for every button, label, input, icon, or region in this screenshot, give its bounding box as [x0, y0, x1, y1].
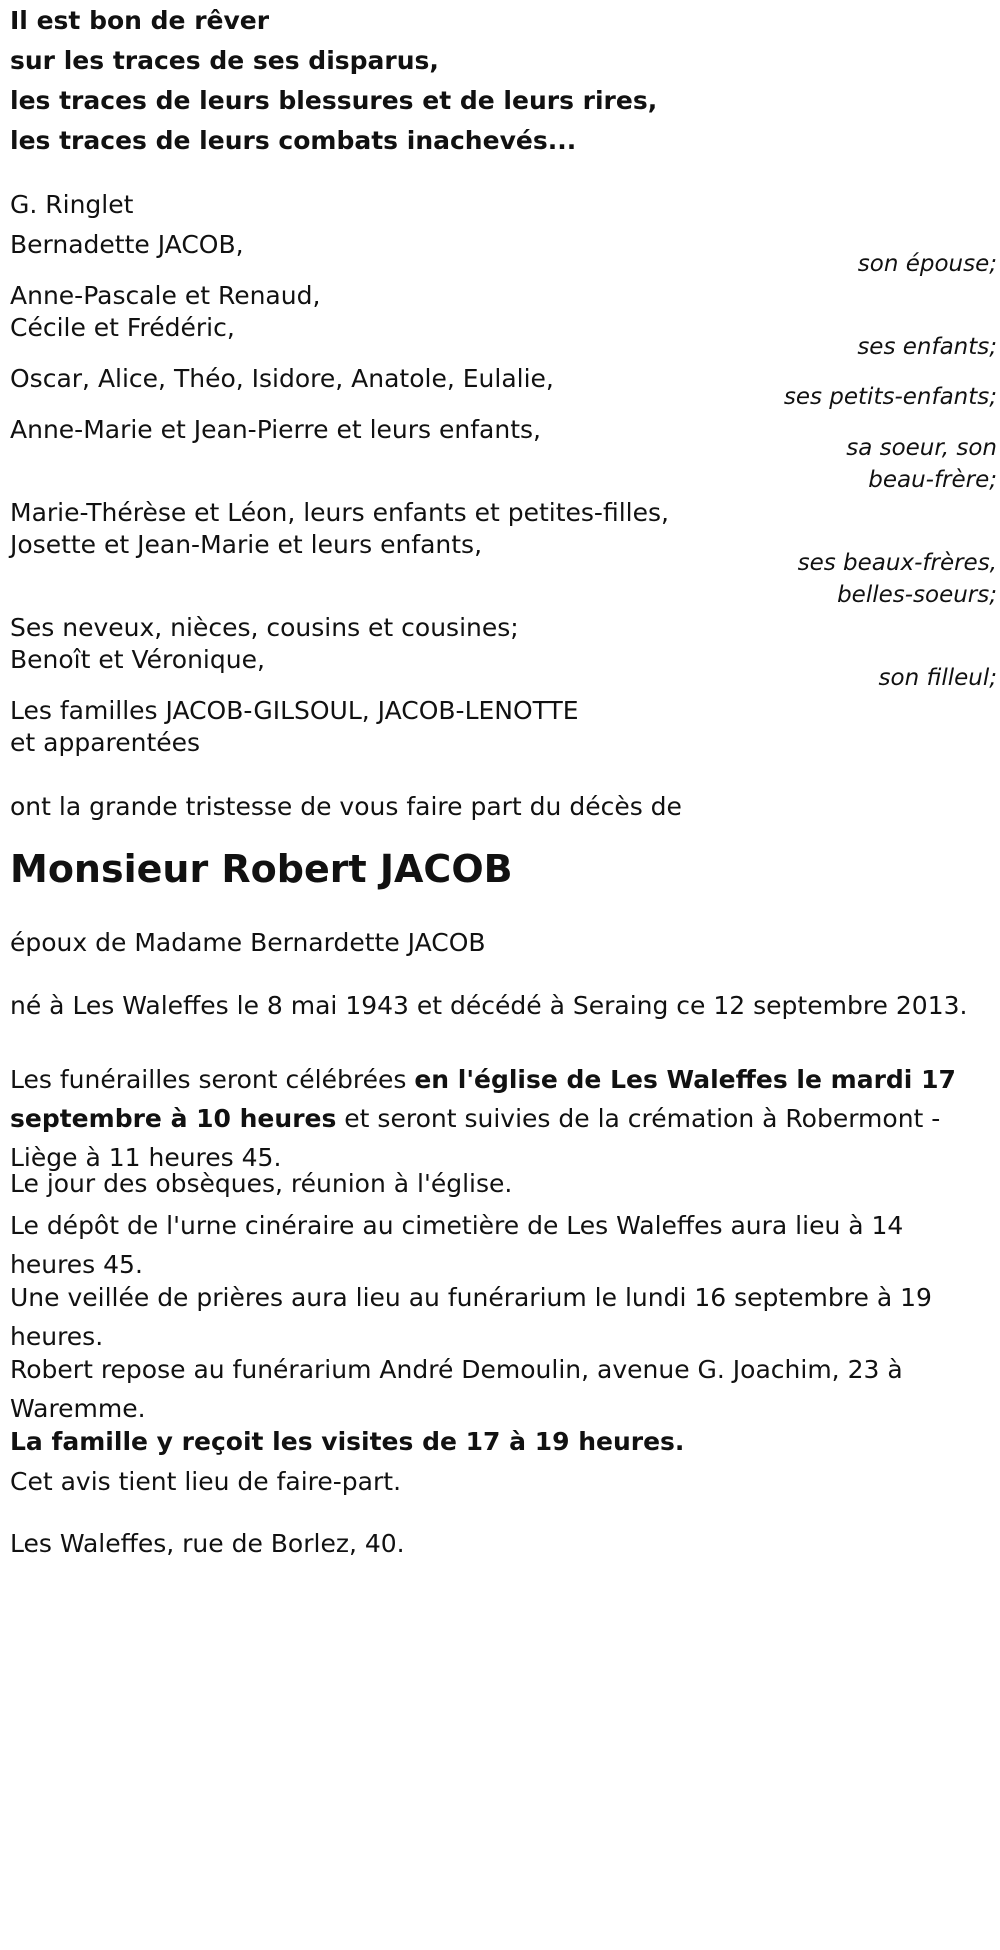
families-line-2: et apparentées — [10, 728, 201, 757]
deceased-name: Monsieur Robert JACOB — [10, 847, 513, 891]
spouse-of-line: époux de Madame Bernardette JACOB — [10, 928, 486, 957]
announcement: ont la grande tristesse de vous faire part du décès de — [10, 792, 682, 821]
sister-relation-2: beau-frère; — [868, 467, 997, 493]
grandchildren: Oscar, Alice, Théo, Isidore, Anatole, Eulalie, — [10, 364, 554, 393]
funeral-church-date: en l'église de Les Waleffes le mardi 17 septembre à 10 heures — [10, 1065, 956, 1133]
funeral-rest: et seront suivies de la crémation à Robermont - Liège à 11 heures 45. — [10, 1104, 941, 1172]
poem-line-1: Il est bon de rêver — [10, 6, 270, 35]
notice-paragraph: Cet avis tient lieu de faire-part. — [10, 1467, 402, 1496]
poem-line-3: les traces de leurs blessures et de leurs rires, — [10, 86, 658, 115]
inlaws-relation-2: belles-soeurs; — [837, 582, 997, 608]
poem-author: G. Ringlet — [10, 190, 134, 219]
children-line-1: Anne-Pascale et Renaud, — [10, 281, 321, 310]
inlaws-line-2: Josette et Jean-Marie et leurs enfants, — [10, 530, 483, 559]
godchild-line: Benoît et Véronique, — [10, 645, 265, 674]
children-relation: ses enfants; — [857, 334, 997, 360]
sister-line: Anne-Marie et Jean-Pierre et leurs enfants, — [10, 415, 541, 444]
inlaws-line-1: Marie-Thérèse et Léon, leurs enfants et petites-filles, — [10, 498, 669, 527]
funeral-paragraph — [10, 1060, 978, 1177]
families-line-1: Les familles JACOB-GILSOUL, JACOB-LENOTTE — [10, 696, 579, 725]
repose-paragraph: Robert repose au funérarium André Demoulin, avenue G. Joachim, 23 à Waremme. — [10, 1355, 903, 1423]
sister-relation-1: sa soeur, son — [846, 435, 997, 461]
spouse-relation: son épouse; — [857, 251, 997, 277]
godchild-relation: son filleul; — [878, 665, 997, 691]
address-line: Les Waleffes, rue de Borlez, 40. — [10, 1529, 405, 1558]
day-of-paragraph: Le jour des obsèques, réunion à l'église. — [10, 1169, 513, 1198]
birth-death-paragraph: né à Les Waleffes le 8 mai 1943 et décédé à Seraing ce 12 septembre 2013. — [10, 991, 968, 1020]
urn-paragraph: Le dépôt de l'urne cinéraire au cimetière de Les Waleffes aura lieu à 14 heures 45. — [10, 1211, 904, 1279]
nephews-line: Ses neveux, nièces, cousins et cousines; — [10, 613, 519, 642]
grandchildren-relation: ses petits-enfants; — [783, 384, 997, 410]
children-line-2: Cécile et Frédéric, — [10, 313, 235, 342]
poem-line-2: sur les traces de ses disparus, — [10, 46, 439, 75]
visits-paragraph: La famille y reçoit les visites de 17 à 19 heures. — [10, 1427, 685, 1456]
funeral-intro: Les funérailles seront célébrées — [10, 1065, 415, 1094]
poem-line-4: les traces de leurs combats inachevés... — [10, 126, 577, 155]
spouse-name: Bernadette JACOB, — [10, 230, 244, 259]
vigil-paragraph: Une veillée de prières aura lieu au funérarium le lundi 16 septembre à 19 heures. — [10, 1283, 932, 1351]
inlaws-relation-1: ses beaux-frères, — [797, 550, 997, 576]
